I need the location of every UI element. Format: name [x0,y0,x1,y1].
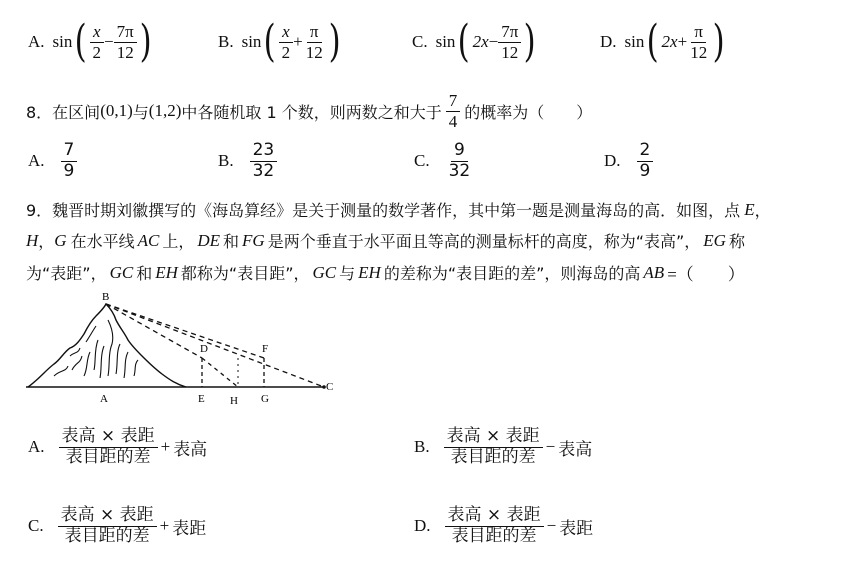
q7-option-a[interactable] [28,16,154,67]
numerator: x [279,23,293,43]
func-name: sin [241,32,262,51]
island-shading [54,320,138,378]
interval: (0,1) [100,101,133,121]
term: 2x [472,32,489,51]
denominator: 4 [448,111,458,131]
option-letter: A. [28,32,45,51]
stem-text: 为“表距”， [26,264,107,283]
left-paren: ( [458,16,471,67]
option-letter: D. [414,516,431,536]
operator: + [677,32,688,51]
q9-option-d[interactable] [414,507,593,546]
operator: − [545,437,556,457]
label-b: B [102,291,110,303]
term: 2x [661,32,678,51]
denominator: 12 [501,42,519,62]
denominator: 2 [92,42,102,62]
stem-text: 的差称为“表目距的差”，则海岛的高 [383,264,641,283]
stem-text: ， [38,232,55,251]
q9-stem-line3 [26,260,745,285]
q8-option-a[interactable] [28,142,77,181]
denominator: 表目距的差 [451,525,537,546]
option-letter: D. [600,32,617,51]
right-paren: ) [139,16,152,67]
stem-text: 中各随机取 1 个数，则两数之和大于 [181,102,442,122]
segment-label: AB [643,262,665,282]
q7-option-c[interactable] [412,16,539,67]
denominator: 表目距的差 [64,525,150,546]
stem-text: 的概率为（ ） [464,102,593,122]
q9-option-a[interactable] [28,428,207,467]
fraction [114,23,137,62]
stem-text: 和 [136,264,153,283]
segment-label: EG [703,230,726,250]
label-c: C [326,381,334,393]
q8-option-b[interactable] [218,142,277,181]
sight-line-bd [106,304,202,358]
label-a: A [100,393,108,405]
label-e: E [198,393,205,405]
segment-label: AC [137,230,160,250]
segment-label: EH [358,262,381,282]
fraction [90,23,105,62]
island-figure [24,290,340,412]
q8-option-d[interactable] [604,142,653,181]
option-tail: 表距 [172,518,207,539]
stem-text: 都称为“表目距”， [180,264,310,283]
q9-stem-line2 [26,229,745,252]
fraction [687,23,710,62]
fraction [58,507,157,546]
numerator: 23 [250,142,278,162]
stem-text: 和 [223,232,240,251]
island-outline [28,304,186,387]
right-paren: ) [328,16,341,67]
fraction [250,142,278,181]
option-letter: A. [28,151,45,171]
q7-option-d[interactable] [600,16,727,67]
segment-label: DE [197,230,221,250]
func-name: sin [624,32,645,51]
option-tail: 表高 [558,439,593,460]
stem-text: 在水平线 [70,232,135,251]
denominator: 12 [305,42,323,62]
left-paren: ( [264,16,277,67]
numerator: 表高 × 表距 [444,428,543,448]
segment-label: EH [155,262,178,282]
denominator: 表目距的差 [450,446,536,467]
operator: − [488,32,499,51]
numerator: 9 [451,142,468,162]
func-name: sin [435,32,456,51]
operator: + [159,516,170,536]
q9-option-b[interactable] [414,428,592,467]
point-c [322,385,326,389]
numerator: 2 [637,142,654,162]
denominator: 12 [116,42,134,62]
label-g: G [261,393,269,405]
q9-stem-line1 [26,198,771,221]
numerator: 7π [498,23,521,43]
option-letter: B. [414,437,430,457]
operator: + [160,437,171,457]
stem-text: 上， [162,232,195,251]
stem-text: =（ ） [667,265,745,284]
numerator: π [691,23,706,43]
denominator: 表目距的差 [65,446,151,467]
option-tail: 表距 [559,518,594,539]
sight-line-bf [106,304,264,358]
fraction [61,142,78,181]
interval: (1,2) [148,101,182,121]
q7-option-b[interactable] [218,16,343,67]
option-letter: D. [604,151,621,171]
segment-label: FG [242,230,265,250]
stem-text: 与 [339,264,356,283]
denominator: 9 [63,160,75,181]
fraction [498,23,521,62]
point-label: E [744,199,755,219]
q8-stem [26,92,592,131]
operator: − [546,516,557,536]
point-label: G [54,230,67,250]
right-paren: ) [712,16,725,67]
q9-option-c[interactable] [28,507,206,546]
option-letter: C. [414,151,430,171]
func-name: sin [52,32,73,51]
numerator: 7π [114,23,137,43]
label-d: D [200,343,208,355]
numerator: 表高 × 表距 [445,507,544,527]
stem-text: 与 [132,102,149,122]
label-h: H [230,395,238,407]
denominator: 32 [252,160,275,181]
right-paren: ) [523,16,536,67]
numerator: 表高 × 表距 [59,428,158,448]
stem-text: 称 [728,232,745,251]
option-letter: B. [218,32,234,51]
left-paren: ( [646,16,659,67]
option-letter: C. [28,516,44,536]
fraction [59,428,158,467]
stem-text: ， [754,201,771,220]
fraction [445,507,544,546]
denominator: 2 [281,42,291,62]
fraction [446,92,461,131]
left-paren: ( [74,16,87,67]
operator: + [293,32,303,51]
numerator: 表高 × 表距 [58,507,157,527]
segment-label: GC [109,262,134,282]
stem-text: 是两个垂直于水平面且等高的测量标杆的高度，称为“表高”， [267,232,701,251]
fraction [637,142,654,181]
fraction [444,428,543,467]
fraction [303,23,326,62]
fraction [446,142,474,181]
denominator: 32 [448,160,471,181]
numerator: 7 [446,92,461,112]
fraction [279,23,294,62]
stem-text: 9．魏晋时期刘徽撰写的《海岛算经》是关于测量的数学著作，其中第一题是测量海岛的高．如图，点 [26,201,741,220]
option-letter: C. [412,32,428,51]
denominator: 9 [639,160,651,181]
stem-text: 8．在区间 [26,102,101,122]
point-label: H [26,230,39,250]
option-letter: A. [28,437,45,457]
denominator: 12 [690,42,708,62]
numerator: x [90,23,104,43]
option-tail: 表高 [173,439,208,460]
label-f: F [262,343,269,355]
operator: − [104,32,114,51]
numerator: 7 [61,142,78,162]
option-letter: B. [218,151,234,171]
segment-label: GC [312,262,337,282]
sight-line-dh [202,358,238,387]
q8-option-c[interactable] [414,142,473,181]
sight-line-bc [106,304,324,387]
numerator: π [307,23,322,43]
